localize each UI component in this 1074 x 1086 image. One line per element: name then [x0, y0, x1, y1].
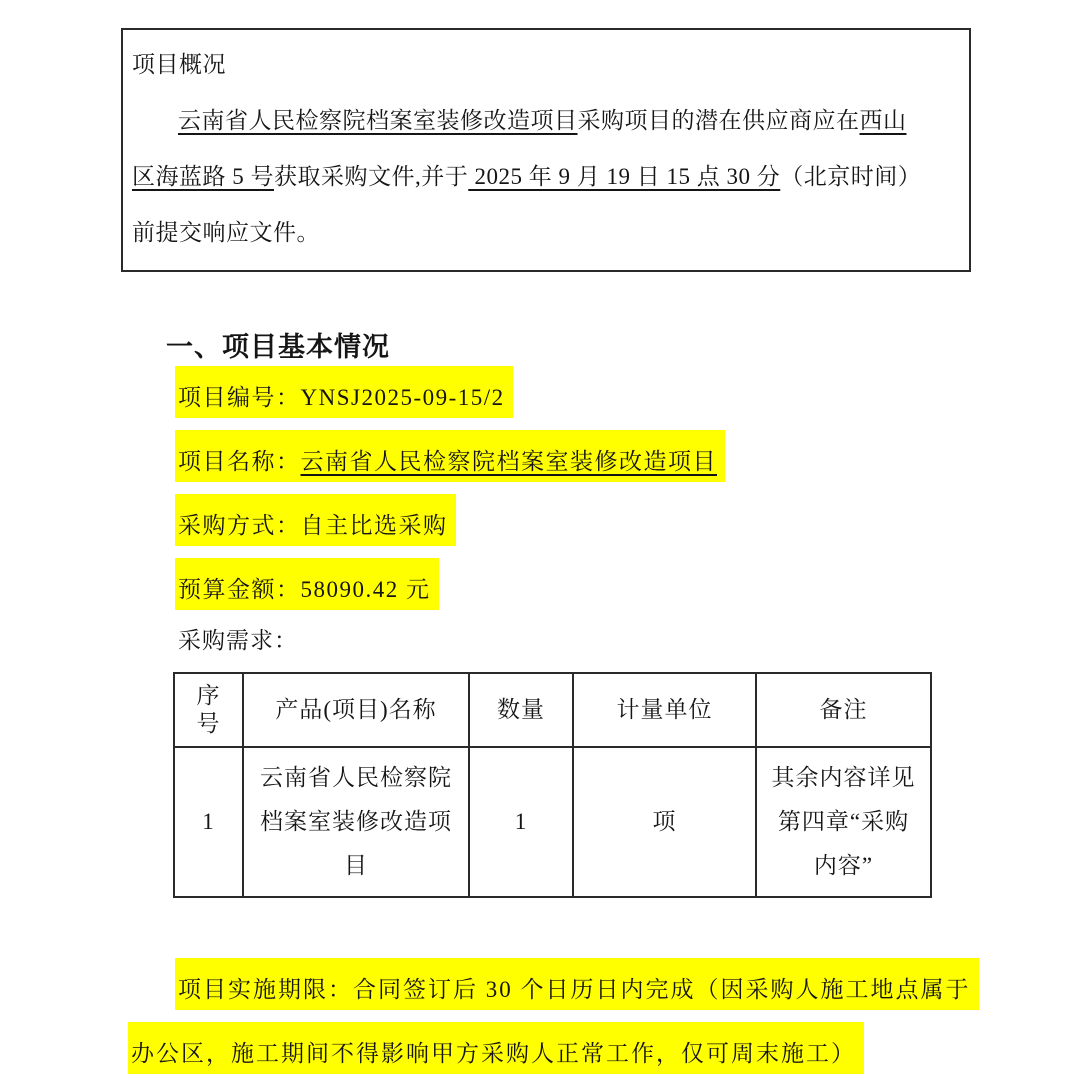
table-header-row	[174, 673, 931, 747]
overview-deadline: 2025 年 9 月 19 日 15 点 30 分	[468, 164, 781, 189]
budget-amount-highlight	[175, 558, 439, 610]
overview-title: 项目概况	[132, 52, 226, 77]
overview-line-1	[132, 93, 960, 149]
procurement-method-label: 采购方式：	[178, 513, 301, 538]
table-cell-remark: 其余内容详见第四章“采购内容”	[756, 747, 931, 897]
procurement-method-value: 自主比选采购	[300, 513, 448, 538]
table-cell-unit: 项	[573, 747, 756, 897]
field-project-number	[175, 366, 725, 418]
table-header-unit: 计量单位	[573, 673, 756, 747]
overview-line-1-text: 采购项目的潜在供应商应在	[577, 108, 860, 133]
table-header-product-name: 产品(项目)名称	[243, 673, 469, 747]
project-number-label: 项目编号：	[178, 385, 301, 410]
budget-amount-label: 预算金额：	[178, 577, 301, 602]
overview-location-end: 区海蓝路 5 号	[132, 164, 274, 189]
field-project-name	[175, 430, 725, 482]
implementation-period	[128, 958, 1068, 1086]
implementation-line-1	[128, 958, 1068, 1010]
implementation-line-2	[128, 1022, 1068, 1074]
budget-amount-value: 58090.42 元	[300, 577, 431, 602]
procurement-demand-label: 采购需求：	[178, 628, 298, 653]
basic-info-fields	[175, 366, 725, 622]
procurement-method-highlight	[175, 494, 456, 546]
table-cell-product-name: 云南省人民检察院档案室装修改造项目	[243, 747, 469, 897]
table-row	[174, 747, 931, 897]
procurement-requirements-table	[173, 672, 932, 898]
project-number-highlight	[175, 366, 513, 418]
overview-timezone: （北京时间）	[780, 164, 922, 189]
project-name-highlight	[175, 430, 725, 482]
table-header-remark: 备注	[756, 673, 931, 747]
overview-line-2-text: 获取采购文件,并于	[274, 164, 469, 189]
table-header-index: 序号	[174, 673, 243, 747]
implementation-line-1-highlight: 项目实施期限：合同签订后 30 个日历日内完成（因采购人施工地点属于	[175, 958, 979, 1010]
field-procurement-method	[175, 494, 725, 546]
project-number-value: YNSJ2025-09-15/2	[300, 385, 505, 410]
section-heading-basic-info: 一、项目基本情况	[166, 332, 390, 362]
overview-project-name: 云南省人民检察院档案室装修改造项目	[178, 108, 578, 133]
overview-line-2	[132, 149, 960, 205]
field-budget-amount	[175, 558, 725, 610]
implementation-line-2-highlight: 办公区，施工期间不得影响甲方采购人正常工作，仅可周末施工）	[128, 1022, 864, 1074]
project-name-value: 云南省人民检察院档案室装修改造项目	[300, 449, 717, 474]
table-cell-quantity: 1	[469, 747, 573, 897]
table-header-quantity: 数量	[469, 673, 573, 747]
table-cell-index: 1	[174, 747, 243, 897]
project-overview-box	[121, 28, 971, 272]
overview-location-start: 西山	[859, 108, 907, 133]
project-name-label: 项目名称：	[178, 449, 301, 474]
overview-line-3: 前提交响应文件。	[132, 220, 320, 245]
